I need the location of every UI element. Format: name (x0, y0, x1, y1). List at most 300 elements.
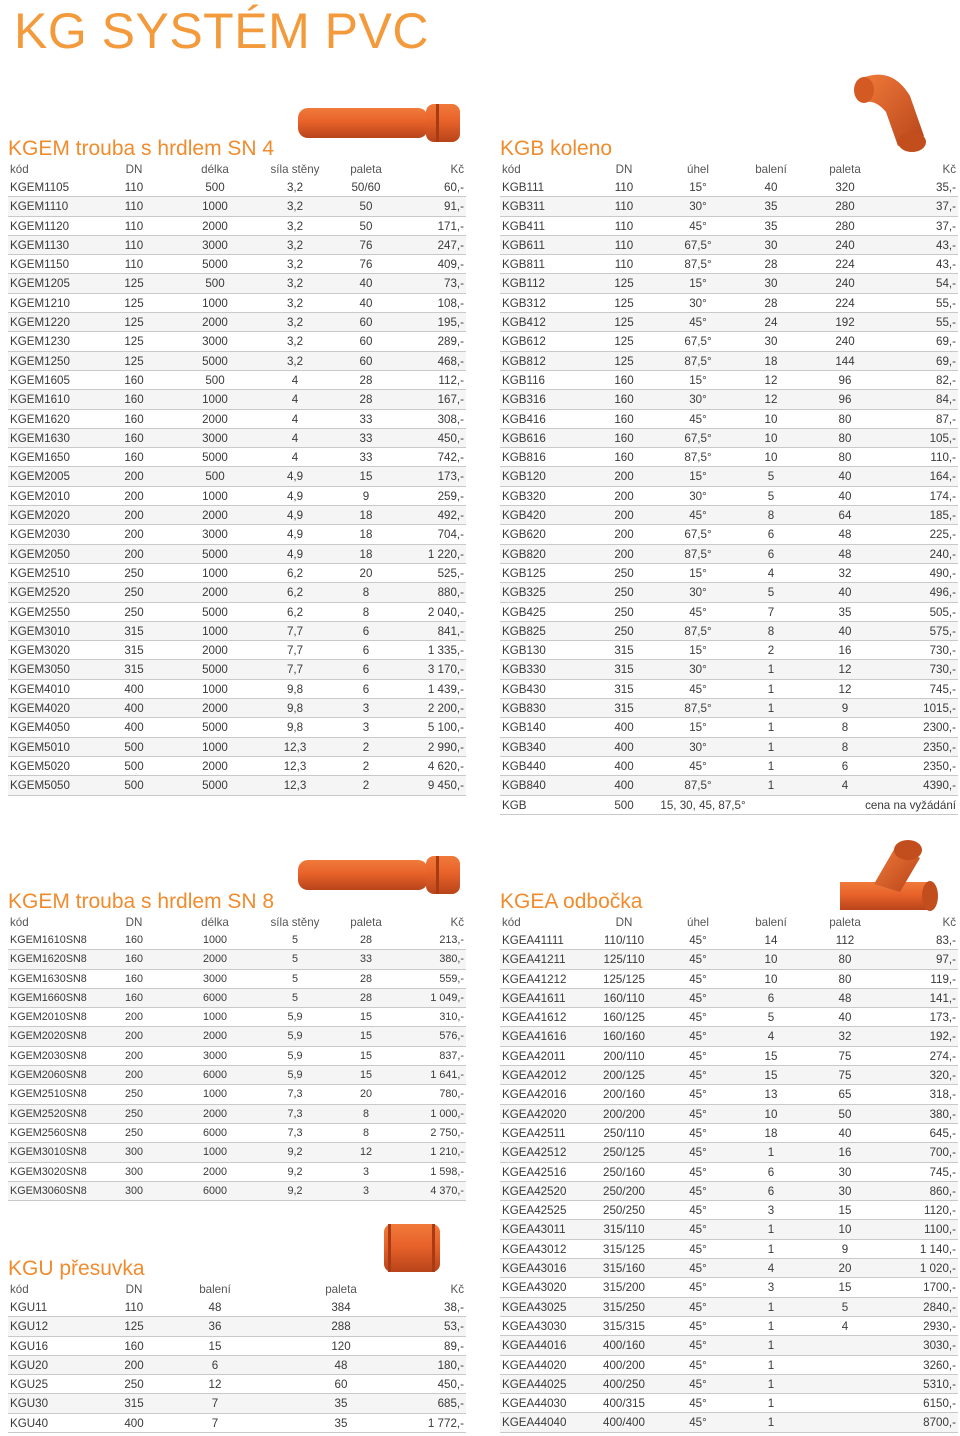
cell: 160/125 (603, 1011, 645, 1025)
column-header: kód (10, 163, 29, 176)
cell: 450,- (437, 431, 464, 445)
column-header: DN (615, 916, 633, 929)
table-row (500, 313, 958, 332)
cell: KGB112 (502, 277, 545, 291)
cell: 1 (767, 682, 775, 696)
cell: 2 (362, 759, 370, 773)
cell: 315/250 (603, 1300, 645, 1314)
cell: 315/110 (603, 1223, 645, 1237)
cell: 1 (767, 759, 775, 773)
cell: KGEM1605 (10, 373, 70, 387)
cell: 125 (614, 316, 634, 330)
cell: 125 (124, 316, 144, 330)
section-title: KGU přesuvka (8, 1257, 145, 1280)
cell: KGEA42011 (502, 1049, 566, 1063)
table-row (8, 525, 466, 544)
table-row (500, 583, 958, 602)
cell: 200/125 (603, 1069, 645, 1083)
cell: 105,- (929, 431, 956, 445)
cell: 76 (359, 238, 373, 252)
cell: 1 641,- (430, 1069, 464, 1082)
cell: 280 (835, 219, 855, 233)
cell: 15 (764, 1069, 778, 1083)
cell: 15° (689, 181, 707, 194)
cell: cena na vyžádání (865, 798, 956, 812)
cell: 160 (614, 431, 634, 445)
table-row (500, 1143, 958, 1162)
cell: 8 (767, 624, 775, 638)
cell: 2350,- (923, 759, 956, 773)
section-title: KGB koleno (500, 137, 613, 160)
cell: 7 (211, 1397, 219, 1411)
cell: 6150,- (923, 1397, 956, 1411)
cell: 2000 (202, 586, 228, 600)
cell: 250 (124, 1378, 144, 1392)
cell: 490,- (929, 566, 956, 580)
cell: 1015,- (923, 702, 956, 716)
cell: 38,- (444, 1301, 464, 1314)
cell: 3 (362, 721, 370, 735)
cell: 745,- (929, 682, 956, 696)
cell: 112,- (438, 373, 464, 387)
cell: 1000 (202, 624, 228, 638)
cell: 4,9 (286, 547, 304, 561)
cell: 380,- (439, 953, 464, 966)
column-header: kód (502, 163, 521, 176)
cell: 6 (767, 991, 775, 1005)
column-header: balení (199, 1283, 231, 1296)
cell: KGEM2560SN8 (10, 1126, 87, 1139)
table-row (500, 1201, 958, 1220)
cell: 60 (359, 354, 373, 368)
cell: 7,7 (286, 644, 304, 658)
table-row (8, 178, 466, 197)
table-row (500, 294, 958, 313)
table-header (500, 915, 958, 931)
table-row (500, 1220, 958, 1239)
cell: 1 (767, 1377, 775, 1391)
table-row (8, 718, 466, 737)
cell: 48 (838, 528, 852, 542)
cell: 7 (211, 1416, 219, 1430)
cell: 250/200 (603, 1184, 645, 1198)
cell: 1 (767, 1300, 775, 1314)
cell: KGB830 (502, 702, 546, 716)
cell: KGB440 (502, 759, 546, 773)
cell: 24 (764, 316, 778, 330)
cell: 4 620,- (427, 759, 464, 773)
cell: 3 (362, 702, 370, 716)
cell: 87,5° (684, 547, 712, 561)
cell: 119,- (930, 972, 956, 986)
cell: 45° (689, 1377, 707, 1391)
cell: 4 (291, 431, 299, 445)
cell: 108,- (437, 296, 464, 310)
cell: 110 (614, 200, 634, 214)
cell: 54,- (936, 277, 956, 291)
cell: 40 (838, 489, 852, 503)
cell: 5000 (202, 605, 228, 619)
cell: 250 (614, 586, 634, 600)
cell: 4 (841, 779, 849, 793)
cell: KGEM2030SN8 (10, 1049, 87, 1062)
cell: KGEM2030 (10, 528, 70, 542)
cell: KGU11 (10, 1301, 48, 1314)
cell: KGEM2510 (10, 566, 70, 580)
cell: KGB120 (502, 470, 546, 484)
cell: 5310,- (923, 1377, 956, 1391)
cell: 80 (838, 412, 852, 426)
cell: 1000 (202, 566, 228, 580)
cell: 30° (689, 296, 707, 310)
cell: 2000 (202, 759, 228, 773)
cell: 315 (124, 624, 144, 638)
cell: 315 (614, 644, 634, 658)
cell: KGB325 (502, 586, 546, 600)
column-header: úhel (687, 916, 709, 929)
cell: 6,2 (286, 605, 304, 619)
kgem-sn8-section (8, 889, 466, 1201)
table-row (500, 950, 958, 969)
table-row (8, 197, 466, 216)
table-row (500, 525, 958, 544)
cell: 500 (205, 373, 225, 387)
cell: 2 750,- (430, 1126, 464, 1139)
cell: 6 (362, 663, 370, 677)
cell: 12,3 (283, 740, 307, 754)
cell: 1 772,- (427, 1416, 464, 1430)
table-row (500, 178, 958, 197)
cell: 125 (614, 354, 634, 368)
cell: 2000 (202, 509, 228, 523)
cell: 6 (211, 1358, 219, 1372)
cell: 1 (767, 1319, 775, 1333)
table-body (500, 931, 958, 1433)
cell: 45° (689, 953, 707, 967)
cell: KGEA43012 (502, 1242, 567, 1256)
table-row (8, 1105, 466, 1124)
column-header: paleta (350, 916, 382, 929)
cell: 53,- (444, 1320, 464, 1334)
cell: 110,- (930, 451, 956, 465)
cell: 4,9 (286, 489, 304, 503)
table-row (500, 371, 958, 390)
column-header: Kč (450, 916, 464, 929)
cell: 1 (767, 1339, 775, 1353)
cell: KGEM1220 (10, 316, 70, 330)
cell: 7,3 (287, 1107, 303, 1120)
cell: 5 (841, 1300, 849, 1314)
cell: 2350,- (923, 740, 956, 754)
table-row (8, 448, 466, 467)
cell: KGEA44020 (502, 1358, 567, 1372)
table-row (500, 1298, 958, 1317)
cell: 33 (359, 412, 373, 426)
cell: 250 (124, 586, 144, 600)
cell: 4 (291, 451, 299, 465)
cell: 160 (614, 393, 634, 407)
cell: 173,- (437, 470, 464, 484)
table-row (500, 738, 958, 757)
cell: 5000 (202, 721, 228, 735)
cell: KGB811 (502, 258, 545, 272)
table-row (500, 1163, 958, 1182)
cell: 43,- (936, 258, 956, 272)
cell: 2 (362, 740, 370, 754)
cell: 15 (359, 470, 373, 484)
cell: 30° (689, 393, 707, 407)
cell: 45° (689, 972, 707, 986)
cell: 43,- (936, 238, 956, 252)
cell: 1000 (202, 1011, 228, 1024)
cell: 45° (689, 682, 707, 696)
cell: 6 (767, 547, 775, 561)
cell: 1 000,- (430, 1107, 464, 1120)
cell: KGEA44040 (502, 1416, 567, 1430)
cell: 20 (359, 566, 373, 580)
cell: KGEM1250 (10, 354, 70, 368)
cell: KGEM1210 (10, 296, 70, 310)
cell: 125 (614, 277, 634, 291)
cell: 13 (764, 1088, 778, 1102)
cell: 45° (689, 605, 707, 619)
cell: KGB316 (502, 393, 546, 407)
cell: KGB812 (502, 354, 546, 368)
cell: KGB420 (502, 509, 546, 523)
cell: KGEA44025 (502, 1377, 567, 1391)
cell: 45° (689, 1300, 707, 1314)
cell: 250 (614, 624, 634, 638)
cell: 5000 (202, 547, 228, 561)
cell: KGEM2050 (10, 547, 70, 561)
cell: 160 (124, 451, 144, 465)
cell: 110 (124, 181, 144, 194)
cell: 704,- (437, 528, 464, 542)
cell: 3 (362, 1184, 369, 1197)
cell: 45° (689, 219, 707, 233)
cell: 80 (838, 431, 852, 445)
cell: 45° (689, 1339, 707, 1353)
cell: 10 (764, 451, 778, 465)
cell: KGB825 (502, 624, 546, 638)
cell: KGEM1205 (10, 277, 70, 291)
cell: 30 (838, 1165, 852, 1179)
cell: 3000 (202, 238, 228, 252)
cell: 15° (689, 470, 707, 484)
column-header: DN (615, 163, 633, 176)
cell: KGEA44016 (502, 1339, 567, 1353)
cell: 18 (359, 509, 373, 523)
cell: 3,2 (286, 219, 304, 233)
cell (796, 1394, 894, 1412)
cell: KGEA41111 (502, 934, 564, 947)
cell: 240 (835, 335, 855, 349)
table-row (500, 197, 958, 216)
cell: 110 (614, 181, 634, 194)
table-row (8, 371, 466, 390)
cell: 1 (767, 702, 775, 716)
cell: 160 (124, 393, 144, 407)
cell: 1000 (202, 489, 228, 503)
cell: 8 (362, 1107, 369, 1120)
cell: 67,5° (684, 238, 712, 252)
table-row (8, 1317, 466, 1336)
cell: 15, 30, 45, 87,5° (660, 798, 746, 812)
table-row (8, 390, 466, 409)
table-row (500, 989, 958, 1008)
cell: 110/110 (603, 934, 645, 947)
cell: 12,3 (283, 759, 307, 773)
cell: 200 (124, 528, 144, 542)
cell: 7,7 (286, 663, 304, 677)
cell: KGB620 (502, 528, 546, 542)
cell: 5 (767, 470, 775, 484)
cell: 315 (124, 1397, 144, 1411)
cell: 20 (359, 1088, 372, 1101)
cell: 87,5° (684, 624, 712, 638)
cell: 192,- (929, 1030, 956, 1044)
cell: 3000 (202, 1049, 228, 1062)
cell: 125 (124, 335, 144, 349)
kgem-sn4-section (8, 136, 466, 796)
cell: 12 (838, 663, 852, 677)
cell: 3,2 (286, 296, 304, 310)
cell: 1120,- (923, 1204, 956, 1218)
table-row (500, 1240, 958, 1259)
table-row (8, 1163, 466, 1182)
cell: 110 (614, 258, 634, 272)
table-row (8, 1124, 466, 1143)
cell: 3,2 (286, 354, 304, 368)
cell: 200 (124, 489, 144, 503)
table-header (8, 1282, 466, 1298)
cell: 224 (835, 258, 855, 272)
cell: 45° (689, 1107, 707, 1121)
cell: 3,2 (286, 277, 304, 291)
cell: 18 (359, 528, 373, 542)
cell: 84,- (936, 393, 956, 407)
cell: 160 (614, 373, 634, 387)
cell: 1 (767, 779, 775, 793)
table-row (8, 738, 466, 757)
cell: KGEM1150 (10, 258, 70, 272)
table-row (8, 410, 466, 429)
cell: 10 (764, 1107, 778, 1121)
cell: 15 (359, 1030, 372, 1043)
cell: 500 (614, 798, 634, 812)
cell: 575,- (929, 624, 956, 638)
column-header: kód (10, 916, 29, 929)
column-header: DN (125, 916, 143, 929)
table-row (500, 1182, 958, 1201)
cell: KGEM1620 (10, 412, 70, 426)
cell: 45° (689, 1049, 707, 1063)
cell: 5 (767, 489, 775, 503)
table-row (500, 699, 958, 718)
cell: 1000 (202, 296, 228, 310)
cell: 96 (838, 393, 852, 407)
table-body (8, 1298, 466, 1433)
cell: 125 (124, 296, 144, 310)
table-row (8, 217, 466, 236)
kgb-section (500, 136, 958, 815)
table-row (8, 1298, 466, 1317)
cell: 5 (291, 953, 298, 966)
table-row (500, 796, 958, 815)
cell: 318,- (929, 1088, 956, 1102)
cell: 144 (835, 354, 855, 368)
table-row (8, 757, 466, 776)
table-row (500, 274, 958, 293)
cell: 125 (124, 354, 144, 368)
cell: 3,2 (286, 258, 304, 272)
cell: 40 (838, 624, 852, 638)
cell: 1 (767, 1146, 775, 1160)
column-header: kód (10, 1283, 29, 1296)
cell: 180,- (437, 1358, 464, 1372)
cell: KGEM1620SN8 (10, 953, 87, 966)
cell: 200 (124, 1069, 143, 1082)
cell: 400/315 (603, 1397, 645, 1411)
cell: 1 (767, 1416, 775, 1430)
cell: KGEM5010 (10, 740, 70, 754)
cell: 6000 (202, 1126, 228, 1139)
cell: 400/200 (603, 1358, 645, 1372)
cell: 1 (767, 1242, 775, 1256)
cell: 9,2 (287, 1184, 303, 1197)
cell: 200 (124, 1358, 144, 1372)
cell: 160 (124, 934, 143, 946)
cell: 30 (764, 277, 778, 291)
cell: 384 (331, 1301, 351, 1314)
cell: 45° (689, 1146, 707, 1160)
cell: 841,- (437, 624, 464, 638)
column-header: balení (755, 163, 787, 176)
cell: 6000 (202, 1184, 228, 1197)
cell: 500 (205, 277, 225, 291)
cell: 5,9 (287, 1049, 303, 1062)
cell: 5 100,- (427, 721, 464, 735)
cell: 6000 (202, 991, 228, 1004)
table-row (500, 1356, 958, 1375)
table-row (8, 950, 466, 969)
page-title: KG SYSTÉM PVC (14, 3, 429, 59)
table-row (500, 467, 958, 486)
section-title: KGEA odbočka (500, 890, 643, 913)
cell: 60 (359, 335, 373, 349)
cell: 5000 (202, 451, 228, 465)
cell: KGEM1660SN8 (10, 991, 87, 1004)
kgu-section (8, 1256, 466, 1433)
cell: 200 (124, 470, 144, 484)
cell: 250/250 (603, 1204, 645, 1218)
cell: 315 (124, 663, 144, 677)
cell: 3 (362, 1165, 369, 1178)
cell: 80 (838, 451, 852, 465)
cell: 171,- (437, 219, 464, 233)
cell: KGEM1630SN8 (10, 972, 87, 985)
cell: 2300,- (923, 721, 956, 735)
cell: 82,- (936, 373, 956, 387)
cell: 288 (331, 1320, 351, 1334)
cell: 2 (767, 644, 775, 658)
table-row (8, 1414, 466, 1433)
cell: 3,2 (286, 181, 304, 194)
column-header: Kč (942, 916, 956, 929)
cell: 468,- (437, 354, 464, 368)
cell: 16 (838, 1146, 852, 1160)
cell: 224 (835, 296, 855, 310)
